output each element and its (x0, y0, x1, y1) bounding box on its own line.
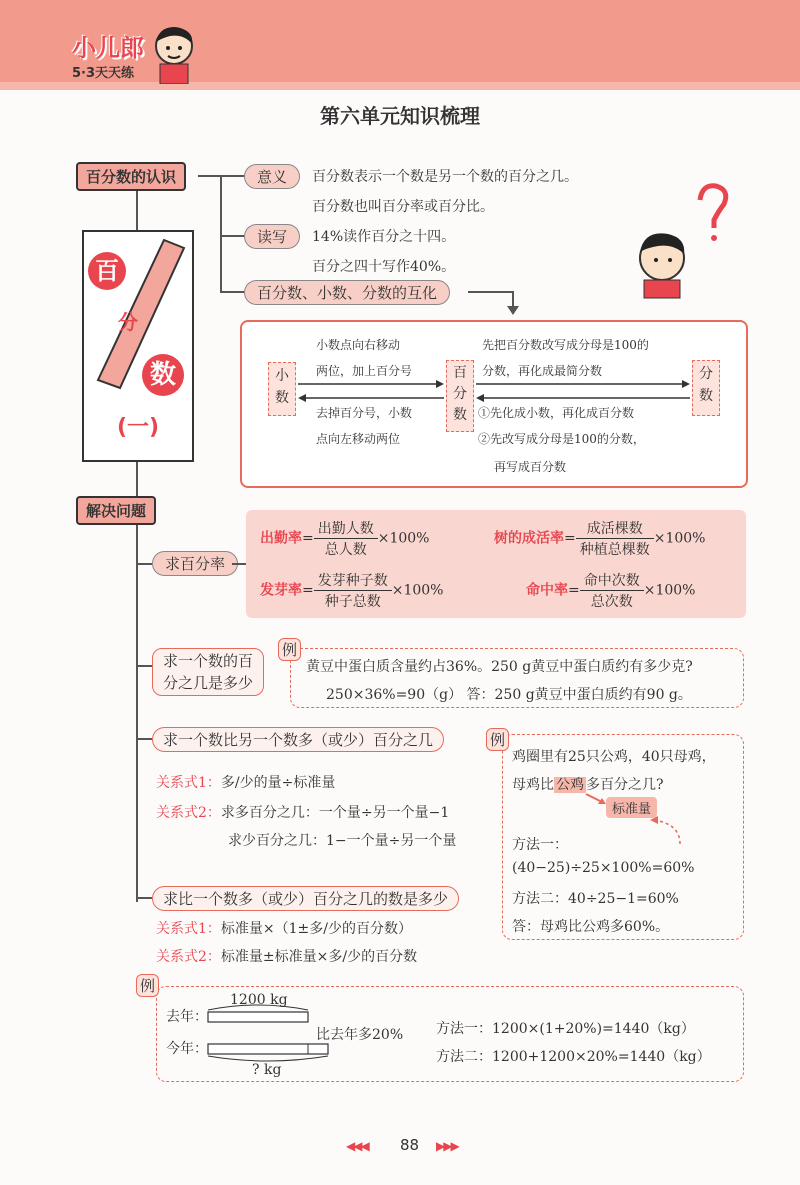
q1-line2: 250×36%=90（g） 答：250 g黄豆中蛋白质约有90 g。 (326, 687, 692, 703)
formula-survival (494, 518, 706, 559)
numerator: 发芽种子数 (314, 570, 392, 591)
numerator: 命中次数 (580, 570, 644, 591)
example-tag: 例 (486, 728, 509, 751)
arrows-percent-fraction (474, 376, 692, 406)
rel-key: 关系式1： (156, 775, 221, 791)
tree-branch (136, 563, 152, 565)
denominator: 总人数 (324, 542, 367, 558)
q2-rel2 (156, 802, 449, 822)
label-more-20: 比去年多20% (316, 1027, 404, 1043)
q2-m1: 方法一： (512, 837, 568, 853)
tree-branch (136, 665, 152, 667)
tree-branch (198, 175, 220, 177)
node-percent: 百分数 (446, 360, 474, 432)
q1-line1: 黄豆中蛋白质含量约占36%。250 g黄豆中蛋白质约有多少克? (306, 659, 693, 675)
meaning-line1: 百分数表示一个数是另一个数的百分之几。 (312, 169, 578, 185)
rel-value: 标准量×（1±多/少的百分数） (220, 921, 413, 937)
label-1200kg: 1200 kg (230, 992, 288, 1008)
right-top-2: 分数，再化成最简分数 (482, 364, 603, 378)
example-tag: 例 (136, 974, 159, 997)
right-bot-1: ①先化成小数，再化成百分数 (478, 406, 635, 420)
q3-rel1 (156, 918, 412, 938)
fraction (576, 518, 654, 559)
rel-value: 多/少的量÷标准量 (220, 775, 336, 791)
q2-m1v: (40−25)÷25×100%=60% (512, 860, 695, 876)
pill-number-more-less: 求比一个数多（或少）百分之几的数是多少 (152, 886, 459, 911)
rel-value: 标准量±标准量×多/少的百分数 (220, 949, 418, 965)
right-top-1: 先把百分数改写成分母是100的 (482, 338, 649, 352)
formula-tail: ×100% (653, 530, 706, 547)
pill-readwrite: 读写 (244, 224, 300, 249)
q2-ex-line1: 鸡圈里有25只公鸡，40只母鸡， (512, 749, 716, 765)
meaning-line2: 百分数也叫百分率或百分比。 (312, 199, 494, 215)
pill-meaning: 意义 (244, 164, 300, 189)
readwrite-line2: 百分之四十写作40%。 (312, 259, 456, 275)
readwrite-line1: 14%读作百分之十四。 (312, 229, 456, 245)
header-band-lower (0, 82, 800, 90)
denominator: 种子总数 (324, 594, 381, 610)
rel-key: 关系式2： (156, 949, 221, 965)
char-fen: 分 (118, 310, 138, 334)
pill-percent-more-less: 求一个数比另一个数多（或少）百分之几 (152, 727, 444, 752)
highlight-rooster: 公鸡 (556, 777, 584, 793)
char-bai: 百 (88, 252, 126, 290)
arrows-decimal-percent (296, 376, 446, 406)
tree-branch (232, 563, 246, 565)
pill-conversion: 百分数、小数、分数的互化 (244, 280, 450, 305)
rel-key: 关系式1： (156, 921, 221, 937)
text: 母鸡比 (512, 777, 554, 793)
numerator: 出勤人数 (314, 518, 378, 539)
conversion-box (240, 320, 748, 488)
section-recognition: 百分数的认识 (76, 162, 186, 191)
tree-line-solve (136, 522, 138, 902)
rel-key: 关系式2： (156, 805, 221, 821)
q2-answer: 答：母鸡比公鸡多60%。 (512, 919, 670, 935)
left-bot-2: 点向左移动两位 (316, 432, 401, 446)
q2-m2: 方法二：40÷25−1=60% (512, 891, 679, 907)
formula-name: 出勤率 (260, 530, 302, 547)
formula-tail: ×100% (643, 582, 696, 599)
formula-tail: ×100% (377, 530, 430, 547)
tree-branch (136, 897, 152, 899)
tree-branch (136, 738, 152, 740)
eq-sign: = (302, 530, 314, 547)
unit-book (82, 230, 194, 462)
eq-sign: = (302, 582, 314, 599)
rate-box (246, 510, 746, 618)
left-bot-1: 去掉百分号，小数 (316, 406, 413, 420)
fraction (580, 570, 644, 611)
rel-value: 求多百分之几：一个量÷另一个量−1 (220, 805, 450, 821)
mascot-icon (150, 22, 202, 84)
section-solve: 解决问题 (76, 496, 156, 525)
formula-germination (260, 570, 444, 611)
next-arrows-icon: ▶▶▶ (436, 1139, 458, 1153)
formula-hit (526, 570, 696, 611)
curved-arrow-icon (640, 808, 690, 848)
example-tag: 例 (278, 638, 301, 661)
page-title: 第六单元知识梳理 (320, 104, 480, 128)
eq-sign: = (568, 582, 580, 599)
fraction (314, 518, 378, 559)
arrow-line (468, 291, 514, 293)
label-line2: 分之几是多少 (163, 674, 254, 692)
left-top-1: 小数点向右移动 (316, 338, 401, 352)
left-top-2: 两位，加上百分号 (316, 364, 413, 378)
page-number: 88 (400, 1136, 420, 1154)
brand-logo: 小儿郎 (72, 34, 144, 62)
eq-sign: = (564, 530, 576, 547)
tree-branch (220, 235, 246, 237)
thinking-boy-icon (630, 180, 740, 300)
formula-name: 发芽率 (260, 582, 302, 599)
tree-branch (220, 291, 246, 293)
fraction (314, 570, 392, 611)
label-unknown-kg: ? kg (252, 1062, 282, 1078)
q2-rel1 (156, 772, 335, 792)
q3-rel2 (156, 946, 417, 966)
standard-tag: 标准量 (606, 797, 657, 818)
arrow-down-icon (507, 306, 519, 316)
label-this-year: 今年： (166, 1041, 208, 1057)
pill-rate: 求百分率 (152, 551, 238, 576)
right-bot-2: ②先改写成分母是100的分数， (478, 432, 645, 446)
text: 多百分之几? (586, 777, 664, 793)
pill-percent-of-number (152, 648, 264, 696)
unit-subtitle: (一) (116, 415, 160, 440)
tree-line-recog (220, 175, 222, 292)
formula-attendance (260, 518, 430, 559)
label-last-year: 去年： (166, 1009, 208, 1025)
node-fraction: 分数 (692, 360, 720, 416)
q3-m1: 方法一：1200×(1+20%)=1440（kg） (436, 1021, 695, 1037)
label-line1: 求一个数的百 (163, 652, 254, 670)
node-decimal: 小数 (268, 362, 296, 416)
tree-branch (220, 175, 246, 177)
denominator: 种植总棵数 (579, 542, 650, 558)
q3-m2: 方法二：1200+1200×20%=1440（kg） (436, 1049, 711, 1065)
numerator: 成活棵数 (576, 518, 654, 539)
denominator: 总次数 (590, 594, 633, 610)
char-shu: 数 (142, 354, 184, 396)
right-bot-3: 再写成百分数 (494, 460, 567, 474)
q2-rel2-b: 求少百分之几：1−一个量÷另一个量 (228, 833, 457, 849)
formula-name: 树的成活率 (494, 530, 564, 547)
series-name: 5·3天天练 (72, 66, 135, 81)
formula-name: 命中率 (526, 582, 568, 599)
prev-arrows-icon: ◀◀◀ (346, 1139, 368, 1153)
formula-tail: ×100% (391, 582, 444, 599)
